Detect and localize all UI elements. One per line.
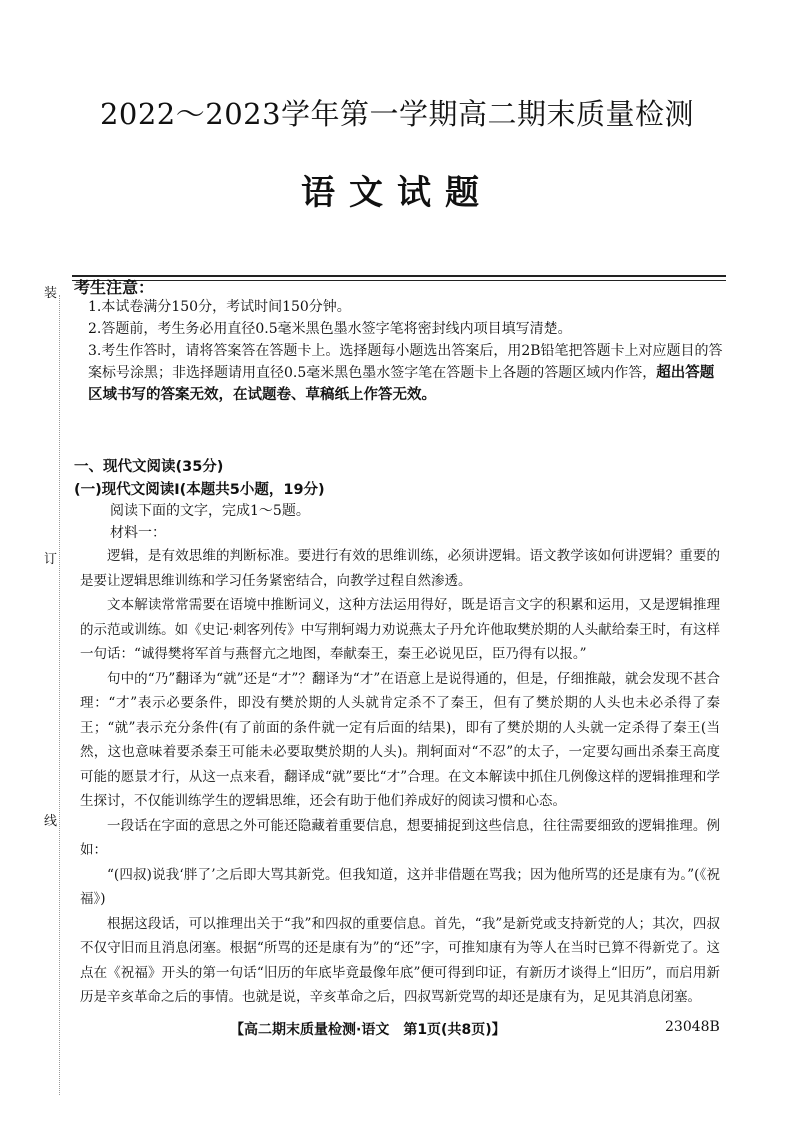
notice-rule-thick [72, 275, 726, 277]
exam-subtitle: 语文试题 [301, 173, 493, 213]
paragraph-1: 逻辑，是有效思维的判断标准。要进行有效的思维训练，必须讲逻辑。语文教学该如何讲逻辑？重要的是要让逻辑思维训练和学习任务紧密结合，向教学过程自然渗透。 [80, 548, 720, 589]
margin-mark-zhuang: 装 [44, 286, 58, 301]
reading-instruction: 阅读下面的文字，完成1～5题。 [110, 503, 310, 519]
footer-code: 23048B [665, 1019, 720, 1035]
notice-item-2: 2.答题前，考生务必用直径0.5毫米黑色墨水签字笔将密封线内项目填写清楚。 [88, 321, 572, 337]
notice-rule-thin [72, 280, 726, 281]
paragraph-3: 句中的“乃”翻译为“就”还是“才”？翻译为“才”在语意上是说得通的，但是，仔细推敲，就会发现不甚合理：“才”表示必要条件，即没有樊於期的人头就肯定杀不了秦王，但有了樊於期的人头也未必杀得了秦王；“就”表示充分条件(有了前面的条件就一定有后面的结果)，即有了樊於期的人头就一定杀得了秦王(当然，这也意味着要杀秦王可能未必要取樊於期的人头)。荆轲面对“不忍”的太子，一定要勾画出杀秦王高度可能的愿景才行，从这一点来看，翻译成“就”要比“才”合理。在文本解读中抓住几例像这样的逻辑推理和学生探讨，不仅能训练学生的逻辑思维，还会有助于他们养成好的阅读习惯和心态。 [80, 670, 720, 809]
notice-item-3 [88, 340, 726, 406]
notice-warning: 超出答题区域书写的答案无效，在试题卷、草稿纸上作答无效。 [88, 365, 715, 403]
exam-title: 2022～2023学年第一学期高二期末质量检测 [99, 97, 695, 131]
notice-item-3-text: 3.考生作答时，请将答案答在答题卡上。选择题每小题选出答案后，用2B铅笔把答题卡上对应题目的答案标号涂黑；非选择题请用直径0.5毫米黑色墨水签字笔在答题卡上各题的答题区域内作答， [88, 343, 723, 381]
notice-list [88, 296, 726, 406]
paragraph-4: 一段话在字面的意思之外可能还隐藏着重要信息，想要捕捉到这些信息，往往需要细致的逻辑推理。例如： [80, 817, 720, 858]
subsection-title: (一)现代文阅读Ⅰ(本题共5小题，19分) [74, 482, 325, 498]
binding-line [59, 295, 60, 1095]
material-label: 材料一： [110, 525, 166, 541]
margin-mark-xian: 线 [44, 814, 58, 829]
passage [80, 544, 720, 1010]
paragraph-6: 根据这段话，可以推理出关于“我”和四叔的重要信息。首先，“我”是新党或支持新党的人；其次，四叔不仅守旧而且消息闭塞。根据“所骂的还是康有为”的“还”字，可推知康有为等人在当时已算不得新党了。这点在《祝福》开头的第一句话“旧历的年底毕竟最像年底”便可得到印证，有新历才谈得上“旧历”，而启用新历是辛亥革命之后的事情。也就是说，辛亥革命之后，四叔骂新党骂的却还是康有为，足见其消息闭塞。 [80, 915, 720, 1005]
footer-label: 【高二期末质量检测·语文 第1页(共8页)】 [230, 1022, 506, 1038]
notice-heading: 考生注意： [74, 278, 155, 297]
section-title: 一、现代文阅读(35分) [74, 459, 224, 475]
margin-mark-ding: 订 [44, 552, 58, 567]
paragraph-2: 文本解读常常需要在语境中推断词义，这种方法运用得好，既是语言文字的积累和运用，又是逻辑推理的示范或训练。如《史记·刺客列传》中写荆轲竭力劝说燕太子丹允许他取樊於期的人头献给秦王时，有这样一句话：“诚得樊将军首与燕督亢之地图，奉献秦王，秦王必说见臣，臣乃得有以报。” [80, 597, 720, 662]
paragraph-5: “(四叔)说我‘胖了’之后即大骂其新党。但我知道，这并非借题在骂我；因为他所骂的还是康有为。”(《祝福》) [80, 866, 720, 907]
notice-item-1: 1.本试卷满分150分，考试时间150分钟。 [88, 299, 351, 315]
